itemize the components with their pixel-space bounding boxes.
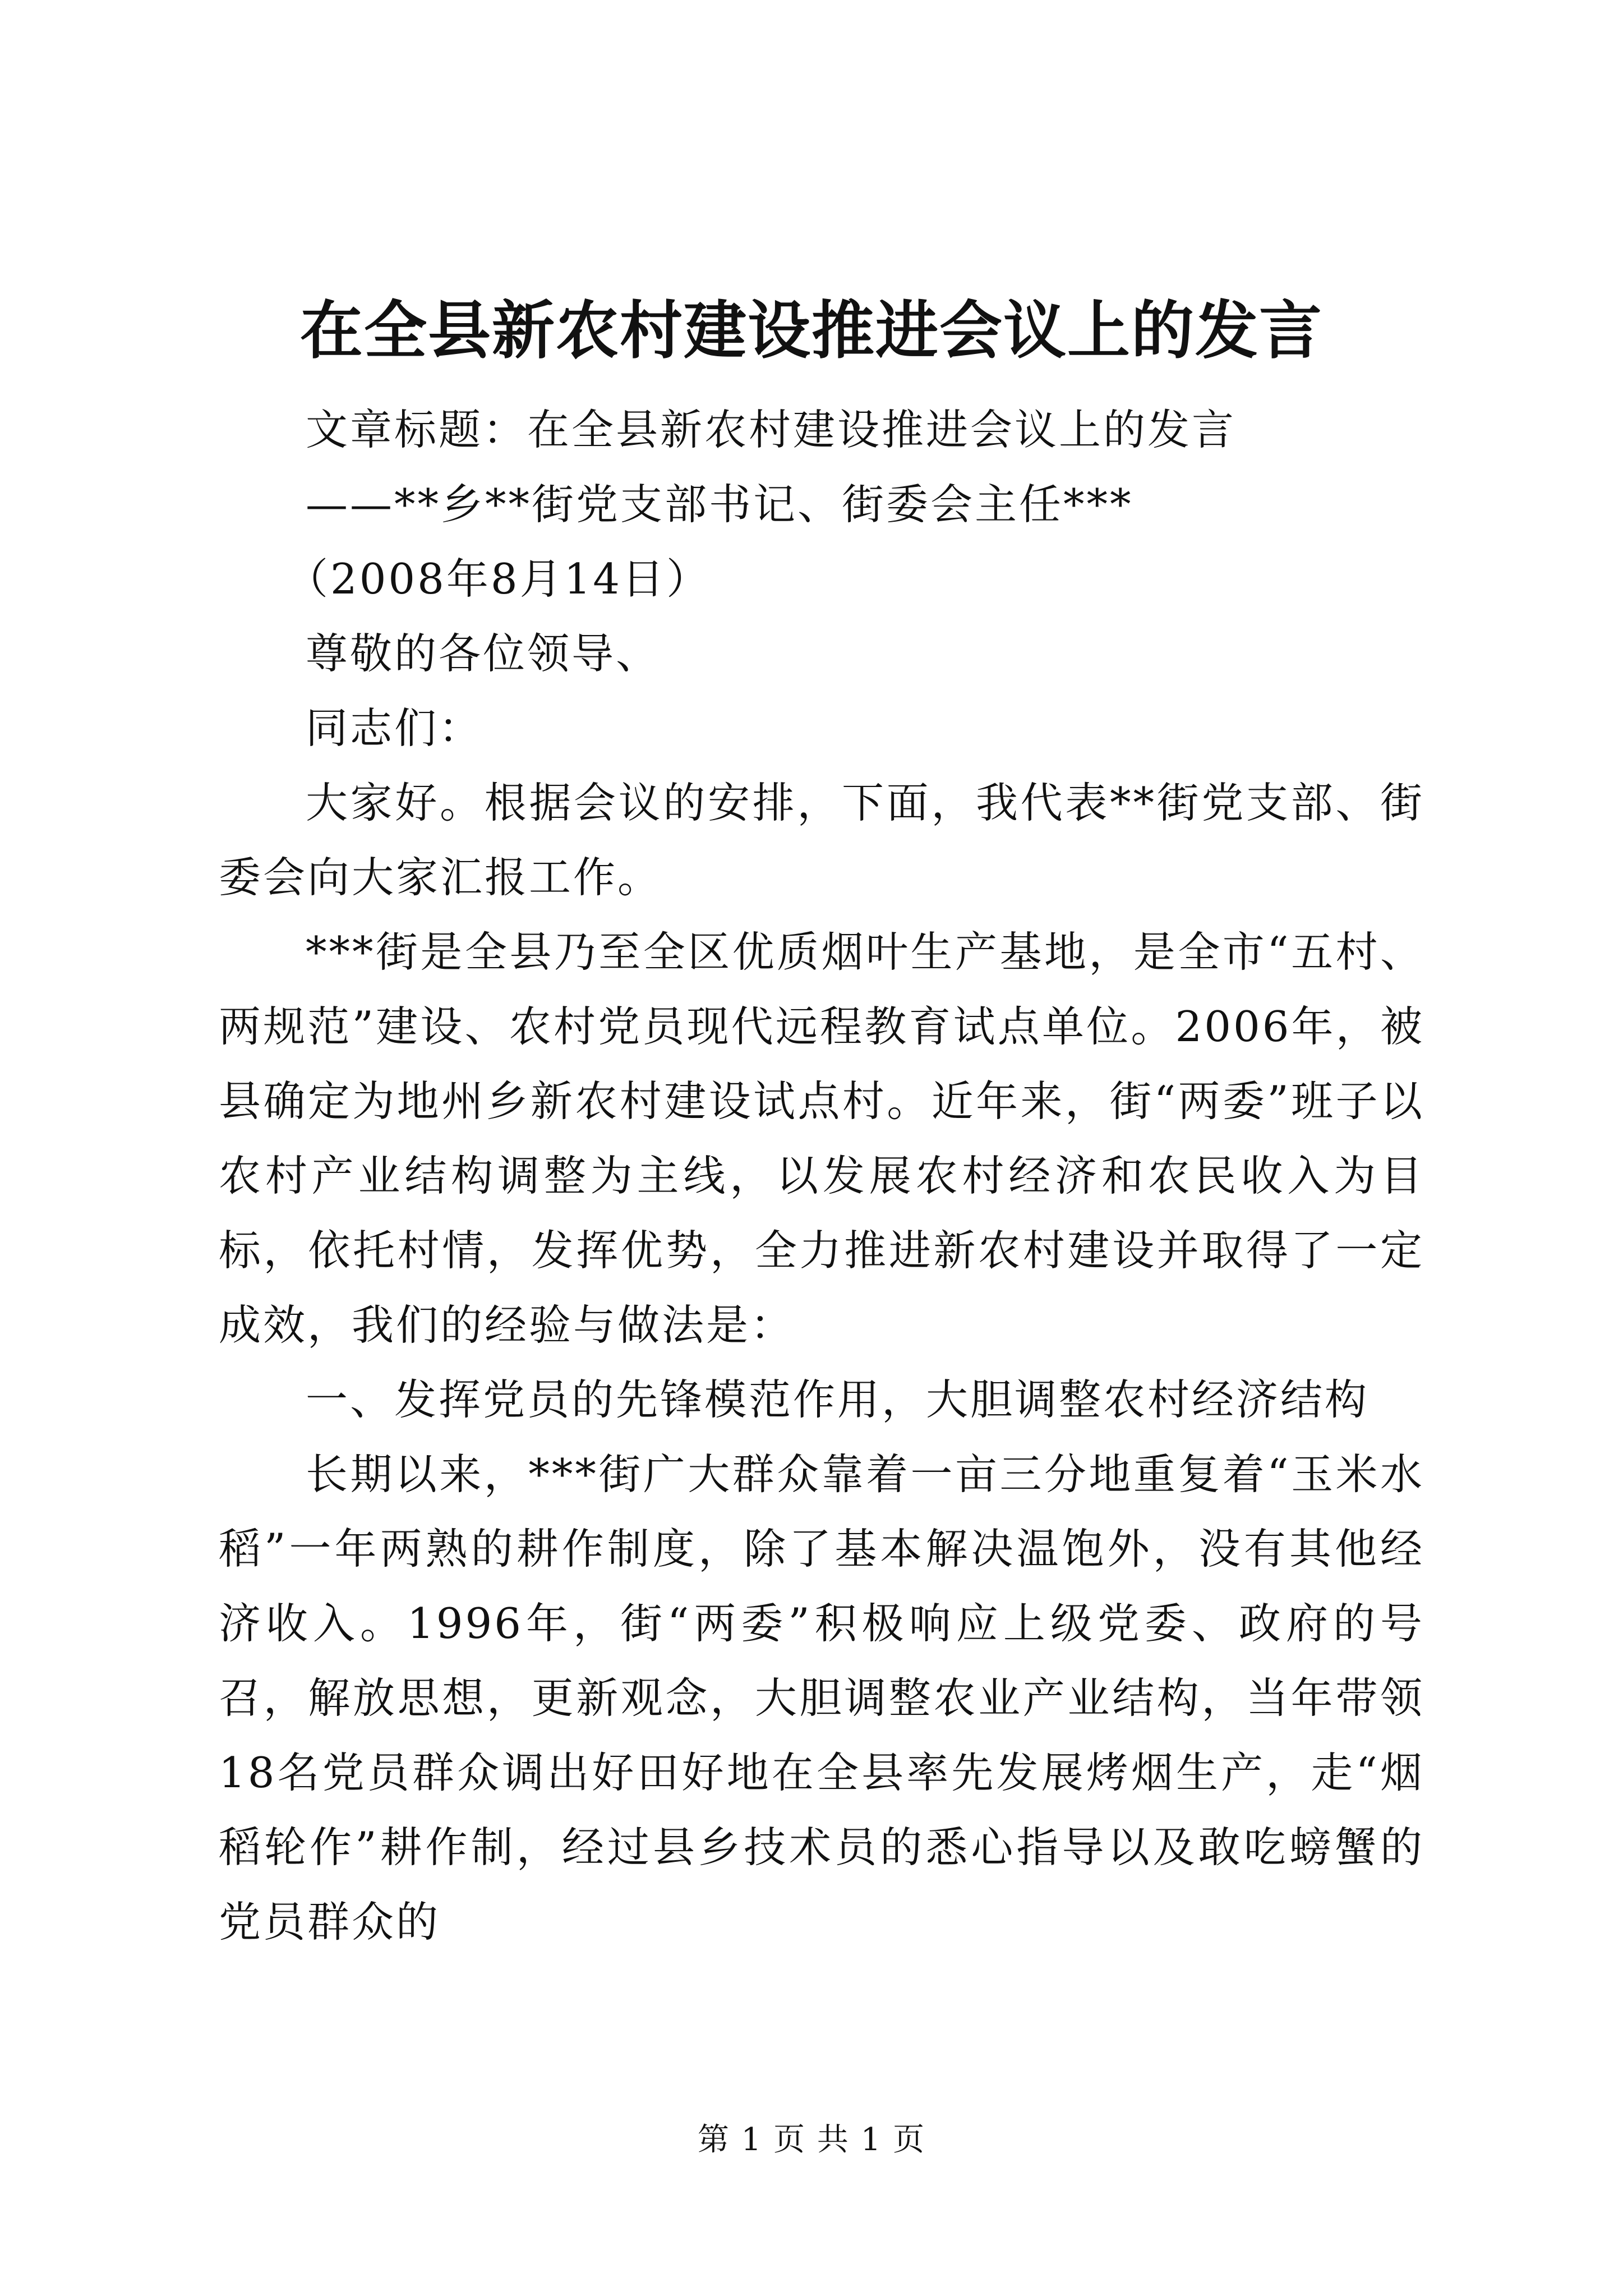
paragraph-date: （2008年8月14日） — [286, 554, 711, 604]
paragraph-background: ***街是全县乃至全区优质烟叶生产基地，是全市“五村、两规范”建设、农村党员现代远程教育试点单位。2006年，被县确定为地州乡新农村建设试点村。近年来，街“两委”班子以农村产业结构调整为主线，以发展农村经济和农民收入为目标，依托村情，发挥优势，全力推进新农村建设并取得了一定成效，我们的经验与做法是： — [219, 927, 1424, 1350]
document-body — [219, 393, 1424, 1959]
document-title: 在全县新农村建设推进会议上的发言 — [300, 294, 1323, 367]
paragraph-section-1: 长期以来，***街广大群众靠着一亩三分地重复着“玉米水稻”一年两熟的耕作制度，除了基本解决温饱外，没有其他经济收入。1996年，街“两委”积极响应上级党委、政府的号召，解放思想，更新观念，大胆调整农业产业结构，当年带领18名党员群众调出好田好地在全县率先发展烤烟生产，走“烟稻轮作”耕作制，经过县乡技术员的悉心指导以及敢吃螃蟹的党员群众的 — [219, 1450, 1424, 1947]
paragraph-salutation-2: 同志们： — [306, 703, 483, 753]
section-heading-1: 一、发挥党员的先锋模范作用，大胆调整农村经济结构 — [306, 1375, 1370, 1424]
paragraph-article-title: 文章标题：在全县新农村建设推进会议上的发言 — [306, 405, 1237, 454]
paragraph-speaker: ——**乡**街党支部书记、街委会主任*** — [306, 480, 1133, 529]
paragraph-salutation: 尊敬的各位领导、 — [306, 629, 661, 678]
paragraph-intro: 大家好。根据会议的安排，下面，我代表**街党支部、街委会向大家汇报工作。 — [219, 778, 1424, 902]
page-footer: 第 1 页 共 1 页 — [697, 2122, 926, 2158]
